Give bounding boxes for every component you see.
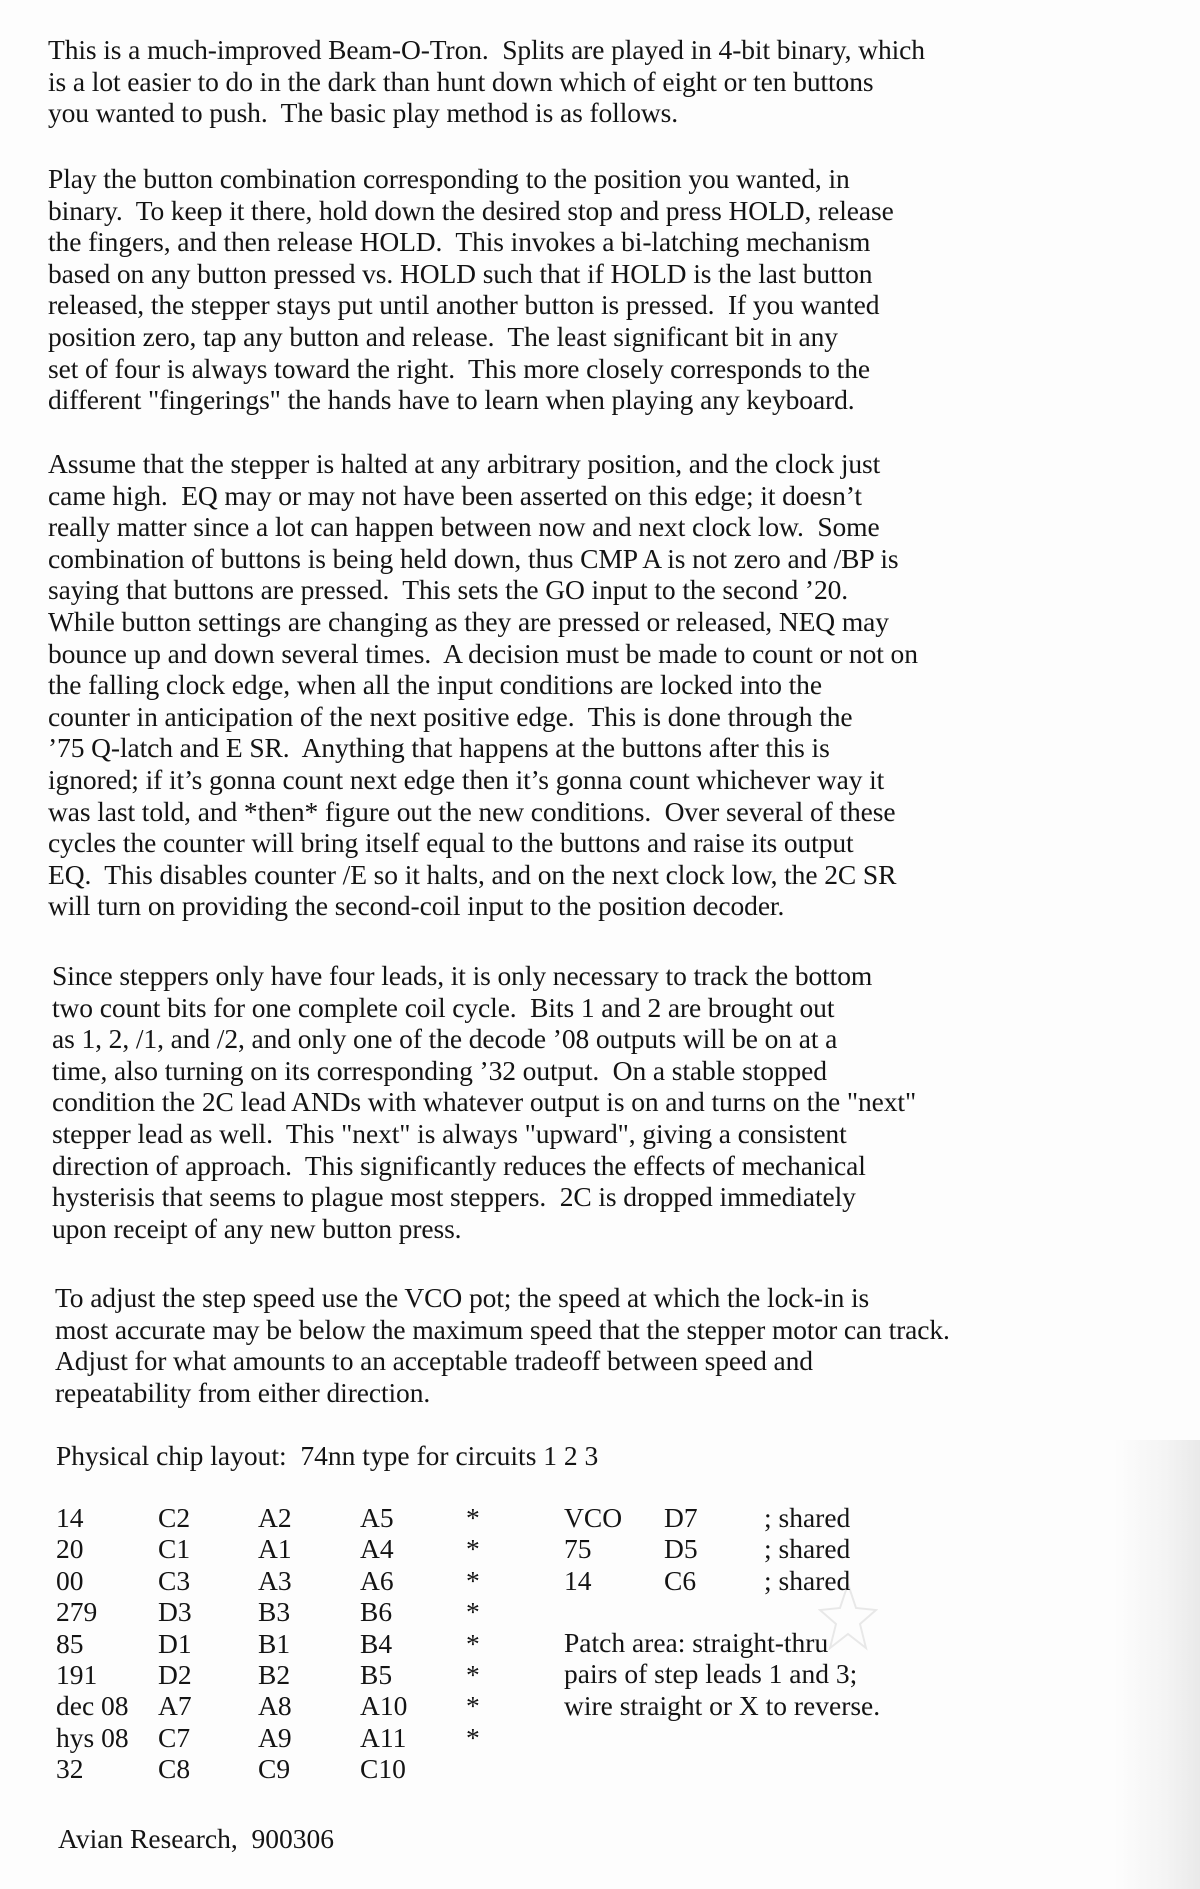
text-line: set of four is always toward the right. This more closely corresponds to the [48,352,870,384]
table-cell: A3 [258,1564,292,1596]
table-cell: VCO [564,1502,623,1533]
table-cell: dec 08 [56,1690,129,1722]
text-line: came high. EQ may or may not have been asserted on this edge; it doesn’t [48,479,862,511]
paragraph-coil-cycle [52,960,1132,1244]
table-cell: D1 [158,1627,192,1659]
faint-star-watermark [818,1580,878,1652]
paragraph-stepper-logic [48,448,1128,922]
table-cell: ; shared [764,1564,851,1596]
text-line: direction of approach. This significantly reduces the effects of mechanical [52,1149,866,1181]
table-cell: C10 [360,1753,406,1785]
text-line: was last told, and *then* figure out the new conditions. Over several of these [48,795,896,827]
table-cell: * [466,1533,480,1565]
text-line: you wanted to push. The basic play method is as follows. [48,97,679,129]
table-cell: ; shared [764,1533,851,1565]
table-cell: D7 [664,1502,698,1533]
paragraph-intro [48,34,1128,129]
text-line: position zero, tap any button and release. The least significant bit in any [48,320,838,352]
table-cell: A1 [258,1533,292,1565]
table-cell: C8 [158,1753,191,1785]
table-cell: A6 [360,1564,394,1596]
text-line: bounce up and down several times. A decision must be made to count or not on [48,637,918,669]
author-signature-line: Avian Research, 900306 [58,1823,334,1854]
table-cell: C1 [158,1533,191,1565]
table-cell: ; shared [764,1502,851,1533]
table-cell: 85 [56,1627,84,1659]
text-line: repeatability from either direction. [55,1376,431,1408]
text-line: ’75 Q-latch and E SR. Anything that happens at the buttons after this is [48,732,830,764]
text-line: saying that buttons are pressed. This sets the GO input to the second ’20. [48,574,849,606]
text-line: cycles the counter will bring itself equal to the buttons and raise its output [48,827,854,859]
text-line: time, also turning on its corresponding ’32 output. On a stable stopped [52,1054,827,1086]
table-row [56,1628,486,1659]
table-cell: C9 [258,1753,291,1785]
table-row [56,1533,486,1564]
text-line: While button settings are changing as they are pressed or released, NEQ may [48,605,889,637]
text-line: binary. To keep it there, hold down the desired stop and press HOLD, release [48,194,894,226]
table-cell: C3 [158,1564,191,1596]
table-cell: hys 08 [56,1721,129,1753]
text-line: hysterisis that seems to plague most steppers. 2C is dropped immediately [52,1181,856,1213]
text-line: released, the stepper stays put until another button is pressed. If you wanted [48,289,880,321]
text-line: different "fingerings" the hands have to learn when playing any keyboard. [48,384,855,416]
table-cell [466,1753,486,1784]
table-cell: C7 [158,1721,191,1753]
table-cell: 20 [56,1533,84,1565]
chip-layout-caption: Physical chip layout: 74nn type for circuits 1 2 3 [56,1440,599,1471]
table-cell: D2 [158,1659,192,1691]
table-cell: * [466,1564,480,1596]
chip-layout-table [56,1502,486,1785]
table-row [56,1753,486,1784]
text-line: EQ. This disables counter /E so it halts, and on the next clock low, the 2C SR [48,858,897,890]
table-row [56,1659,486,1690]
table-cell: B4 [360,1627,393,1659]
table-row [56,1722,486,1753]
table-cell: B3 [258,1596,291,1628]
table-row [564,1533,894,1564]
table-cell: B2 [258,1659,291,1691]
table-cell: C6 [664,1564,697,1596]
text-line: counter in anticipation of the next positive edge. This is done through the [48,700,853,732]
text-line: ignored; if it’s gonna count next edge then it’s gonna count whichever way it [48,763,885,795]
table-cell: A2 [258,1502,292,1533]
table-row [56,1565,486,1596]
text-line: Adjust for what amounts to an acceptable tradeoff between speed and [55,1345,813,1377]
table-cell: A9 [258,1721,292,1753]
text-line: Play the button combination corresponding to the position you wanted, in [48,163,850,194]
text-line: wire straight or X to reverse. [564,1689,881,1721]
text-line: the falling clock edge, when all the input conditions are locked into the [48,669,822,701]
table-cell: A7 [158,1690,192,1722]
table-cell: D5 [664,1533,698,1565]
table-cell: * [466,1627,480,1659]
scan-edge-shadow [1114,1440,1200,1889]
table-cell: * [466,1721,480,1753]
text-line: really matter since a lot can happen between now and next clock low. Some [48,511,880,543]
table-cell: 191 [56,1659,98,1691]
text-line: is a lot easier to do in the dark than hunt down which of eight or ten buttons [48,65,874,97]
text-line: as 1, 2, /1, and /2, and only one of the decode ’08 outputs will be on at a [52,1023,838,1055]
table-cell: A8 [258,1690,292,1722]
table-cell: 32 [56,1753,84,1785]
paragraph-play-method [48,163,1128,416]
table-cell: * [466,1659,480,1691]
table-cell: A5 [360,1502,394,1533]
table-cell: 75 [564,1533,592,1565]
table-cell: B6 [360,1596,393,1628]
text-line: Assume that the stepper is halted at any arbitrary position, and the clock just [48,448,881,479]
table-cell: 279 [56,1596,98,1628]
table-cell: 14 [564,1564,592,1596]
text-line: stepper lead as well. This "next" is always "upward", giving a consistent [52,1117,847,1149]
table-row [564,1502,894,1533]
table-row [56,1690,486,1721]
table-cell: C2 [158,1502,191,1533]
table-cell: A4 [360,1533,394,1565]
text-line: This is a much-improved Beam-O-Tron. Splits are played in 4-bit binary, which [48,34,925,65]
text-line: based on any button pressed vs. HOLD such that if HOLD is the last button [48,257,873,289]
text-line: combination of buttons is being held down, thus CMP A is not zero and /BP is [48,542,899,574]
text-line: the fingers, and then release HOLD. This invokes a bi-latching mechanism [48,226,871,258]
table-cell: 14 [56,1502,84,1533]
table-cell: B5 [360,1659,393,1691]
table-cell: * [466,1502,480,1533]
table-cell: D3 [158,1596,192,1628]
text-line: condition the 2C lead ANDs with whatever output is on and turns on the "next" [52,1086,917,1118]
table-cell: 00 [56,1564,84,1596]
text-line: two count bits for one complete coil cycle. Bits 1 and 2 are brought out [52,991,835,1023]
paragraph-adjust-speed [55,1282,1135,1408]
text-line: most accurate may be below the maximum speed that the stepper motor can track. [55,1313,950,1345]
table-row [56,1596,486,1627]
text-line: Since steppers only have four leads, it is only necessary to track the bottom [52,960,873,991]
table-cell: * [466,1690,480,1722]
table-cell: B1 [258,1627,291,1659]
text-line: upon receipt of any new button press. [52,1212,462,1244]
table-row [56,1502,486,1533]
table-cell: A10 [360,1690,408,1722]
text-line: pairs of step leads 1 and 3; [564,1658,858,1690]
text-line: will turn on providing the second-coil input to the position decoder. [48,890,785,922]
table-cell: A11 [360,1721,407,1753]
table-cell: * [466,1596,480,1628]
text-line: To adjust the step speed use the VCO pot; the speed at which the lock-in is [55,1282,870,1313]
text-line: Patch area: straight-thru [564,1627,829,1658]
